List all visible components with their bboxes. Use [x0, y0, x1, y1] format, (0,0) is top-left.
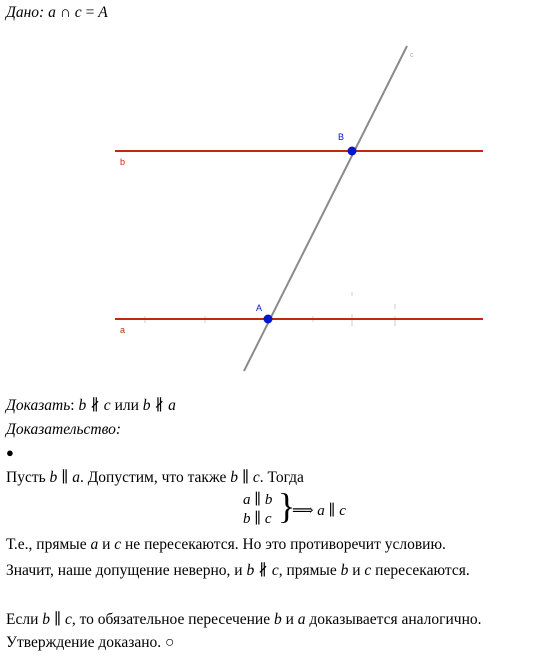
- p2-c: c: [114, 536, 122, 553]
- label-line-a: a: [120, 325, 126, 335]
- given-c: c: [74, 4, 82, 21]
- p4-t4: доказывается аналогично.: [305, 611, 482, 628]
- qed-symbol: ○: [161, 634, 175, 651]
- p1-par: ∥: [57, 469, 73, 486]
- system-of-relations: [243, 491, 272, 529]
- p3-t4: пересекаются.: [371, 562, 470, 579]
- proof-line-1: [6, 468, 304, 487]
- system-brace: }: [278, 486, 296, 526]
- given-A: A: [98, 4, 108, 21]
- p4-b2: b: [273, 611, 282, 628]
- system-row-1: a ∥ b: [243, 492, 273, 508]
- p4-c: c: [64, 611, 72, 628]
- p1-t3: . Тогда: [259, 469, 304, 486]
- point-A[interactable]: [264, 315, 273, 324]
- p1-c: c: [252, 469, 260, 486]
- given-cap: ∩: [55, 4, 75, 21]
- label-point-A: A: [256, 303, 263, 313]
- proof-line-5: [6, 634, 174, 652]
- p1-par2: ∥: [237, 469, 253, 486]
- system-implication: [292, 501, 346, 520]
- p3-npar: ∦: [254, 562, 272, 579]
- p2-t2: и: [98, 536, 115, 553]
- prove-or: или: [110, 397, 143, 414]
- p3-t1: Значит, наше допущение неверно, и: [6, 562, 247, 579]
- p4-a: a: [297, 611, 306, 628]
- p4-t2: , то обязательное пересечение: [71, 611, 274, 628]
- label-point-B: B: [338, 132, 345, 142]
- geometry-figure: [0, 30, 550, 375]
- prove-npar1: ∦: [86, 397, 104, 414]
- prove-colon: :: [70, 397, 79, 414]
- p4-b: b: [42, 611, 51, 628]
- p3-t2: , прямые: [278, 562, 341, 579]
- p1-b: b: [49, 469, 58, 486]
- p2-t1: Т.е., прямые: [6, 536, 91, 553]
- p2-t3: не пересекаются. Но это противоречит условию.: [121, 536, 446, 553]
- p3-t3: и: [348, 562, 365, 579]
- bullet: ●: [6, 445, 14, 460]
- prove-c: c: [103, 397, 111, 414]
- proof-label: Доказательство:: [6, 421, 122, 438]
- prove-b2: b: [142, 397, 151, 414]
- label-line-c: c: [410, 52, 414, 59]
- prove-b1: b: [78, 397, 87, 414]
- label-line-b: b: [120, 157, 126, 167]
- p3-c2: c: [364, 562, 372, 579]
- p3-c: c: [271, 562, 279, 579]
- p1-t1: Пусть: [6, 469, 50, 486]
- p1-a: a: [72, 469, 80, 486]
- p4-par: ∥: [50, 611, 65, 628]
- prove-npar2: ∦: [150, 397, 169, 414]
- p3-b2: b: [340, 562, 349, 579]
- p4-t1: Если: [6, 611, 43, 628]
- given-statement: [6, 4, 108, 22]
- given-a: a: [48, 4, 56, 21]
- given-label: Дано:: [6, 4, 45, 21]
- p1-b2: b: [230, 469, 238, 486]
- system-result: a ∥ c: [317, 503, 346, 519]
- p2-a: a: [90, 536, 99, 553]
- point-B[interactable]: [348, 147, 357, 156]
- proof-line-2: [6, 536, 446, 554]
- p3-b: b: [246, 562, 255, 579]
- p5-t1: Утверждение доказано.: [6, 634, 162, 651]
- given-eq: =: [81, 4, 99, 21]
- prove-a: a: [168, 397, 176, 414]
- prove-label: Доказать: [6, 397, 71, 414]
- proof-line-3: [6, 561, 470, 580]
- system-row-2: b ∥ c: [243, 511, 272, 527]
- p4-t3: и: [281, 611, 298, 628]
- p1-t2: . Допустим, что также: [79, 469, 231, 486]
- prove-statement: [6, 396, 176, 415]
- implies-arrow: ⟹: [292, 503, 318, 519]
- proof-line-4: [6, 610, 482, 629]
